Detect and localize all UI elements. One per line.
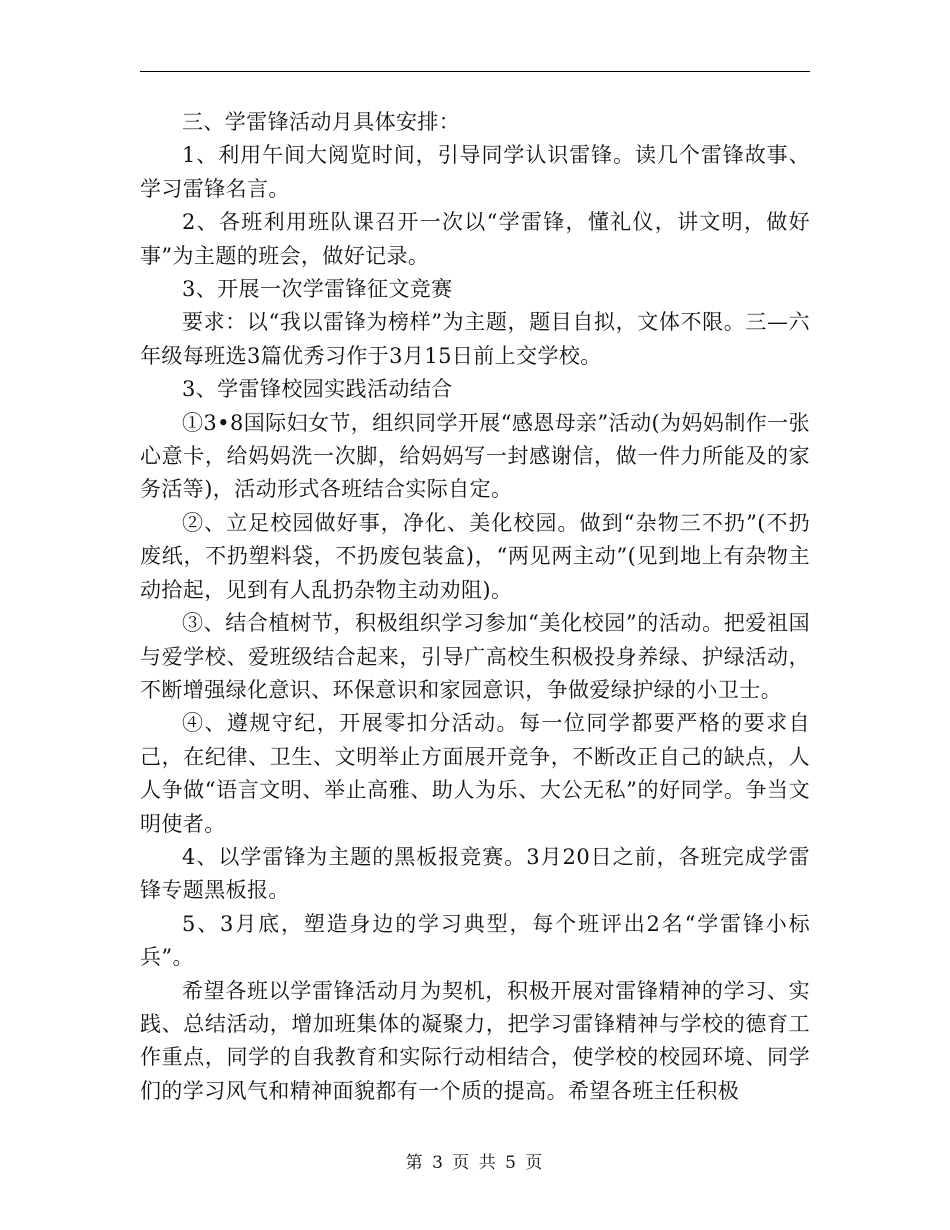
paragraph-item-3-essay: 3、开展一次学雷锋征文竞赛: [182, 277, 453, 302]
page-number-footer: 第 3 页 共 5 页: [405, 1153, 545, 1173]
paragraph-item-5: 5、3月底，塑造身边的学习典型，每个班评出2名“学雷锋小标兵”。: [140, 911, 810, 970]
paragraph-item-1: 1、利用午间大阅览时间，引导同学认识雷锋。读几个雷锋故事、学习雷锋名言。: [140, 143, 810, 201]
paragraph-section-heading: 三、学雷锋活动月具体安排：: [182, 110, 461, 134]
paragraph-item-4: 4、以学雷锋为主题的黑板报竞赛。3月20日之前，各班完成学雷锋专题黑板报。: [140, 844, 810, 903]
body-text: [140, 106, 810, 1108]
paragraph-subitem-4: ④、遵规守纪，开展零扣分活动。每一位同学都要严格的要求自己，在纪律、卫生、文明举止方面展开竞争，不断改正自己的缺点，人人争做“语言文明、举止高雅、助人为乐、大公无私”的好同学。争当文明使者。: [140, 711, 810, 836]
paragraph-subitem-1: ①3•8国际妇女节，组织同学开展“感恩母亲”活动(为妈妈制作一张心意卡，给妈妈洗一次脚，给妈妈写一封感谢信，做一件力所能及的家务活等)，活动形式各班结合实际自定。: [140, 410, 810, 502]
paragraph-item-2: 2、各班利用班队课召开一次以“学雷锋，懂礼仪，讲文明，做好事”为主题的班会，做好记录。: [140, 210, 810, 268]
paragraph-item-3-practice: 3、学雷锋校园实践活动结合: [182, 377, 453, 402]
paragraph-subitem-3: ③、结合植树节，积极组织学习参加“美化校园”的活动。把爱祖国与爱学校、爱班级结合起来，引导广高校生积极投身养绿、护绿活动，不断增强绿化意识、环保意识和家园意识，争做爱绿护绿的小卫士。: [140, 611, 810, 702]
header-rule: [140, 71, 810, 72]
paragraph-subitem-2: ②、立足校园做好事，净化、美化校园。做到“杂物三不扔”(不扔废纸，不扔塑料袋，不扔废包装盒)，“两见两主动”(见到地上有杂物主动拾起，见到有人乱扔杂物主动劝阻)。: [140, 510, 810, 602]
paragraph-closing: 希望各班以学雷锋活动月为契机，积极开展对雷锋精神的学习、实践、总结活动，增加班集体的凝聚力，把学习雷锋精神与学校的德育工作重点，同学的自我教育和实际行动相结合，使学校的校园环境、同学们的学习风气和精神面貌都有一个质的提高。希望各班主任积极: [140, 978, 810, 1103]
paragraph-essay-requirements: 要求：以“我以雷锋为榜样”为主题，题目自拟，文体不限。三—六年级每班选3篇优秀习作于3月15日前上交学校。: [140, 310, 810, 368]
